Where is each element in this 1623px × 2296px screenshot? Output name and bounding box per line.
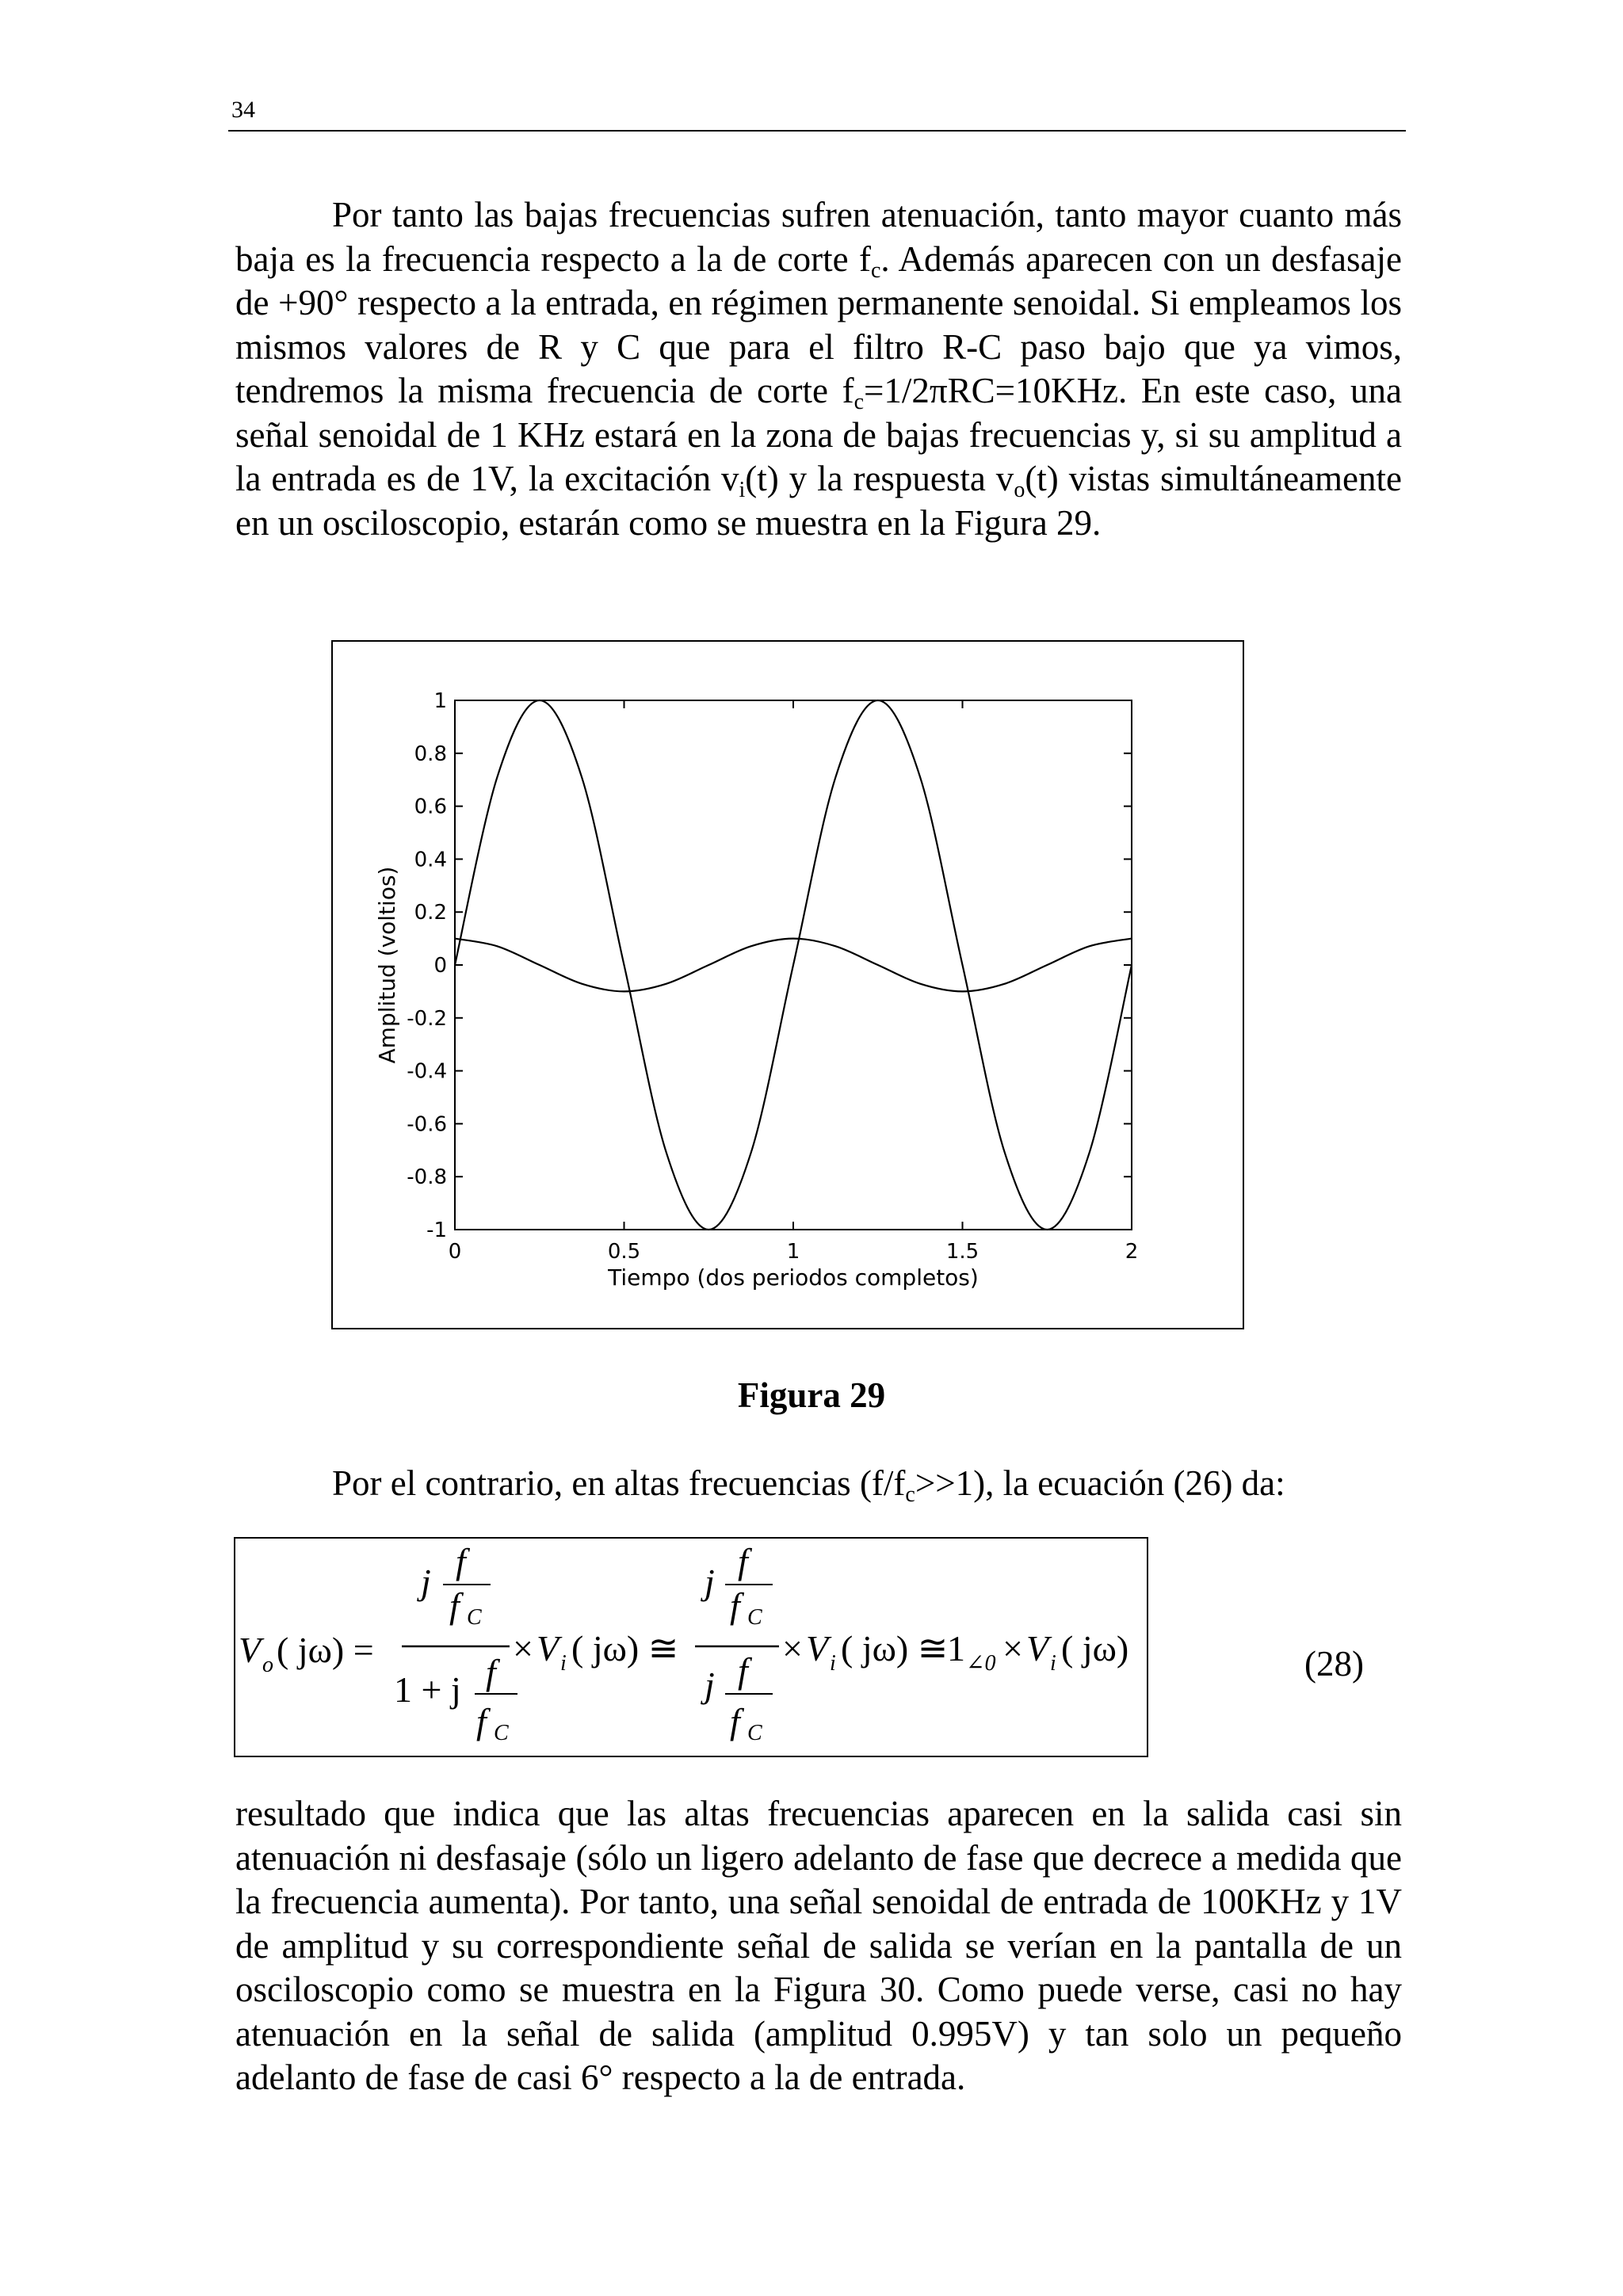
y-tick-label: -0.4	[407, 1059, 447, 1084]
eq-f1: f	[456, 1541, 466, 1581]
figure-caption: Figura 29	[737, 1375, 886, 1415]
eq-vi-2: V	[806, 1628, 829, 1669]
subscript: o	[1014, 478, 1025, 502]
eq-fc3: f	[730, 1585, 740, 1626]
page-number: 34	[231, 97, 255, 123]
eq-one: 1	[947, 1628, 965, 1669]
paragraph-1	[235, 193, 1402, 545]
text-segment: =1/2πRC=10KHz. En este caso, una señal senoidal de 1 KHz estará en la zona de bajas frecuencias y, si su amplitud a la entrada es de 1V, la excitación v	[235, 371, 1402, 498]
eq-fc4-sub: C	[747, 1721, 762, 1745]
y-tick-label: 0.4	[414, 848, 447, 872]
eq-vi-3-sub: i	[1050, 1651, 1056, 1676]
y-tick-label: -0.6	[407, 1112, 447, 1137]
eq-j2: j	[705, 1562, 715, 1602]
y-tick-label: 0.6	[414, 795, 447, 819]
text-segment: . Además aparecen con un desfasaje de +90° respecto a la entrada, en régimen permanente senoidal. Si empleamos los mismos valores de R y C que para el filtro R-C paso bajo que ya vimos, tendremos la misma frecuencia de corte f	[235, 238, 1402, 410]
eq-fc2: f	[476, 1701, 487, 1741]
eq-jw-eq: ( jω) =	[277, 1630, 374, 1670]
eq-fc4: f	[730, 1701, 740, 1741]
equation-box	[234, 1537, 1148, 1757]
y-tick-label: 0.2	[414, 901, 447, 925]
text-segment: (t) vistas simultáneamente en un osciloscopio, estarán como se muestra en la Figura 29.	[235, 459, 1402, 543]
y-tick-label: -1	[426, 1219, 447, 1242]
subscript: c	[870, 257, 881, 283]
y-tick-label: 0.8	[414, 742, 447, 766]
header-rule	[228, 130, 1406, 132]
subscript: c	[905, 1482, 915, 1507]
eq-fc3-sub: C	[747, 1605, 762, 1630]
x-tick-label: 0.5	[607, 1240, 641, 1264]
x-axis-label: Tiempo (dos periodos completos)	[608, 1264, 979, 1291]
eq-jw-approx: ( jω) ≅	[571, 1628, 679, 1669]
y-axis-label: Amplitud (voltios)	[374, 866, 400, 1064]
eq-fc2-sub: C	[494, 1721, 509, 1745]
eq-f3: f	[738, 1541, 748, 1581]
eq-j3: j	[705, 1665, 715, 1705]
text-segment: (t) y la respuesta v	[745, 459, 1014, 498]
figure-29	[331, 640, 1244, 1329]
equation-28	[235, 1539, 1147, 1756]
eq-fc1: f	[449, 1585, 460, 1626]
eq-vo: V	[239, 1630, 262, 1670]
equation-number: (28)	[1304, 1644, 1364, 1684]
text-segment: Por tanto las bajas frecuencias sufren atenuación, tanto mayor cuanto más baja es la frecuencia respecto a la de corte f	[235, 195, 1402, 279]
eq-vi-1-sub: i	[560, 1651, 567, 1676]
eq-angle: ∠0	[966, 1651, 996, 1676]
eq-jw-end: ( jω)	[1061, 1628, 1129, 1669]
eq-times-3: ×	[1002, 1628, 1023, 1669]
x-tick-label: 1.5	[945, 1240, 980, 1264]
y-tick-label: -0.2	[407, 1006, 447, 1031]
text-segment: resultado que indica que las altas frecuencias aparecen en la salida casi sin atenuación ni desfasaje (sólo un ligero adelanto de fase que decrece a medida que la frecuencia aumenta). Por tanto, una señal senoidal de entrada de 100KHz y 1V de amplitud y su correspondiente señal de salida se verían en la pantalla de un osciloscopio como se muestra en la Figura 30. Como puede verse, casi no hay atenuación en la señal de salida (amplitud 0.995V) y tan solo un pequeño adelanto de fase de casi 6° respecto a la de entrada.	[235, 1794, 1402, 2097]
eq-vo-sub: o	[262, 1653, 273, 1677]
eq-vi-2-sub: i	[830, 1651, 836, 1676]
x-tick-label: 2	[1125, 1240, 1139, 1264]
y-tick-label: 0	[433, 954, 447, 978]
subscript: c	[854, 390, 865, 414]
y-tick-label: -0.8	[407, 1165, 447, 1190]
y-tick-label: 1	[433, 689, 447, 713]
eq-f4: f	[738, 1650, 748, 1691]
eq-j1: j	[421, 1562, 431, 1602]
series-line-1	[455, 700, 1132, 1230]
eq-vi-1: V	[537, 1628, 559, 1669]
x-tick-label: 0	[448, 1240, 462, 1264]
paragraph-3	[235, 1792, 1402, 2100]
eq-fc1-sub: C	[467, 1605, 482, 1630]
subscript: i	[739, 478, 746, 502]
text-segment: >>1), la ecuación (26) da:	[915, 1463, 1285, 1503]
eq-one-plus-j: 1 + j	[394, 1669, 461, 1710]
x-tick-label: 1	[786, 1240, 800, 1264]
text-segment: Por el contrario, en altas frecuencias (f/f	[332, 1463, 906, 1503]
eq-times-2: ×	[782, 1628, 803, 1669]
eq-f2: f	[486, 1652, 496, 1692]
eq-vi-3: V	[1026, 1628, 1049, 1669]
eq-jw-approx-2: ( jω) ≅	[841, 1628, 949, 1669]
eq-times-1: ×	[513, 1628, 533, 1669]
paragraph-2	[235, 1462, 1402, 1506]
oscilloscope-chart	[333, 642, 1243, 1328]
